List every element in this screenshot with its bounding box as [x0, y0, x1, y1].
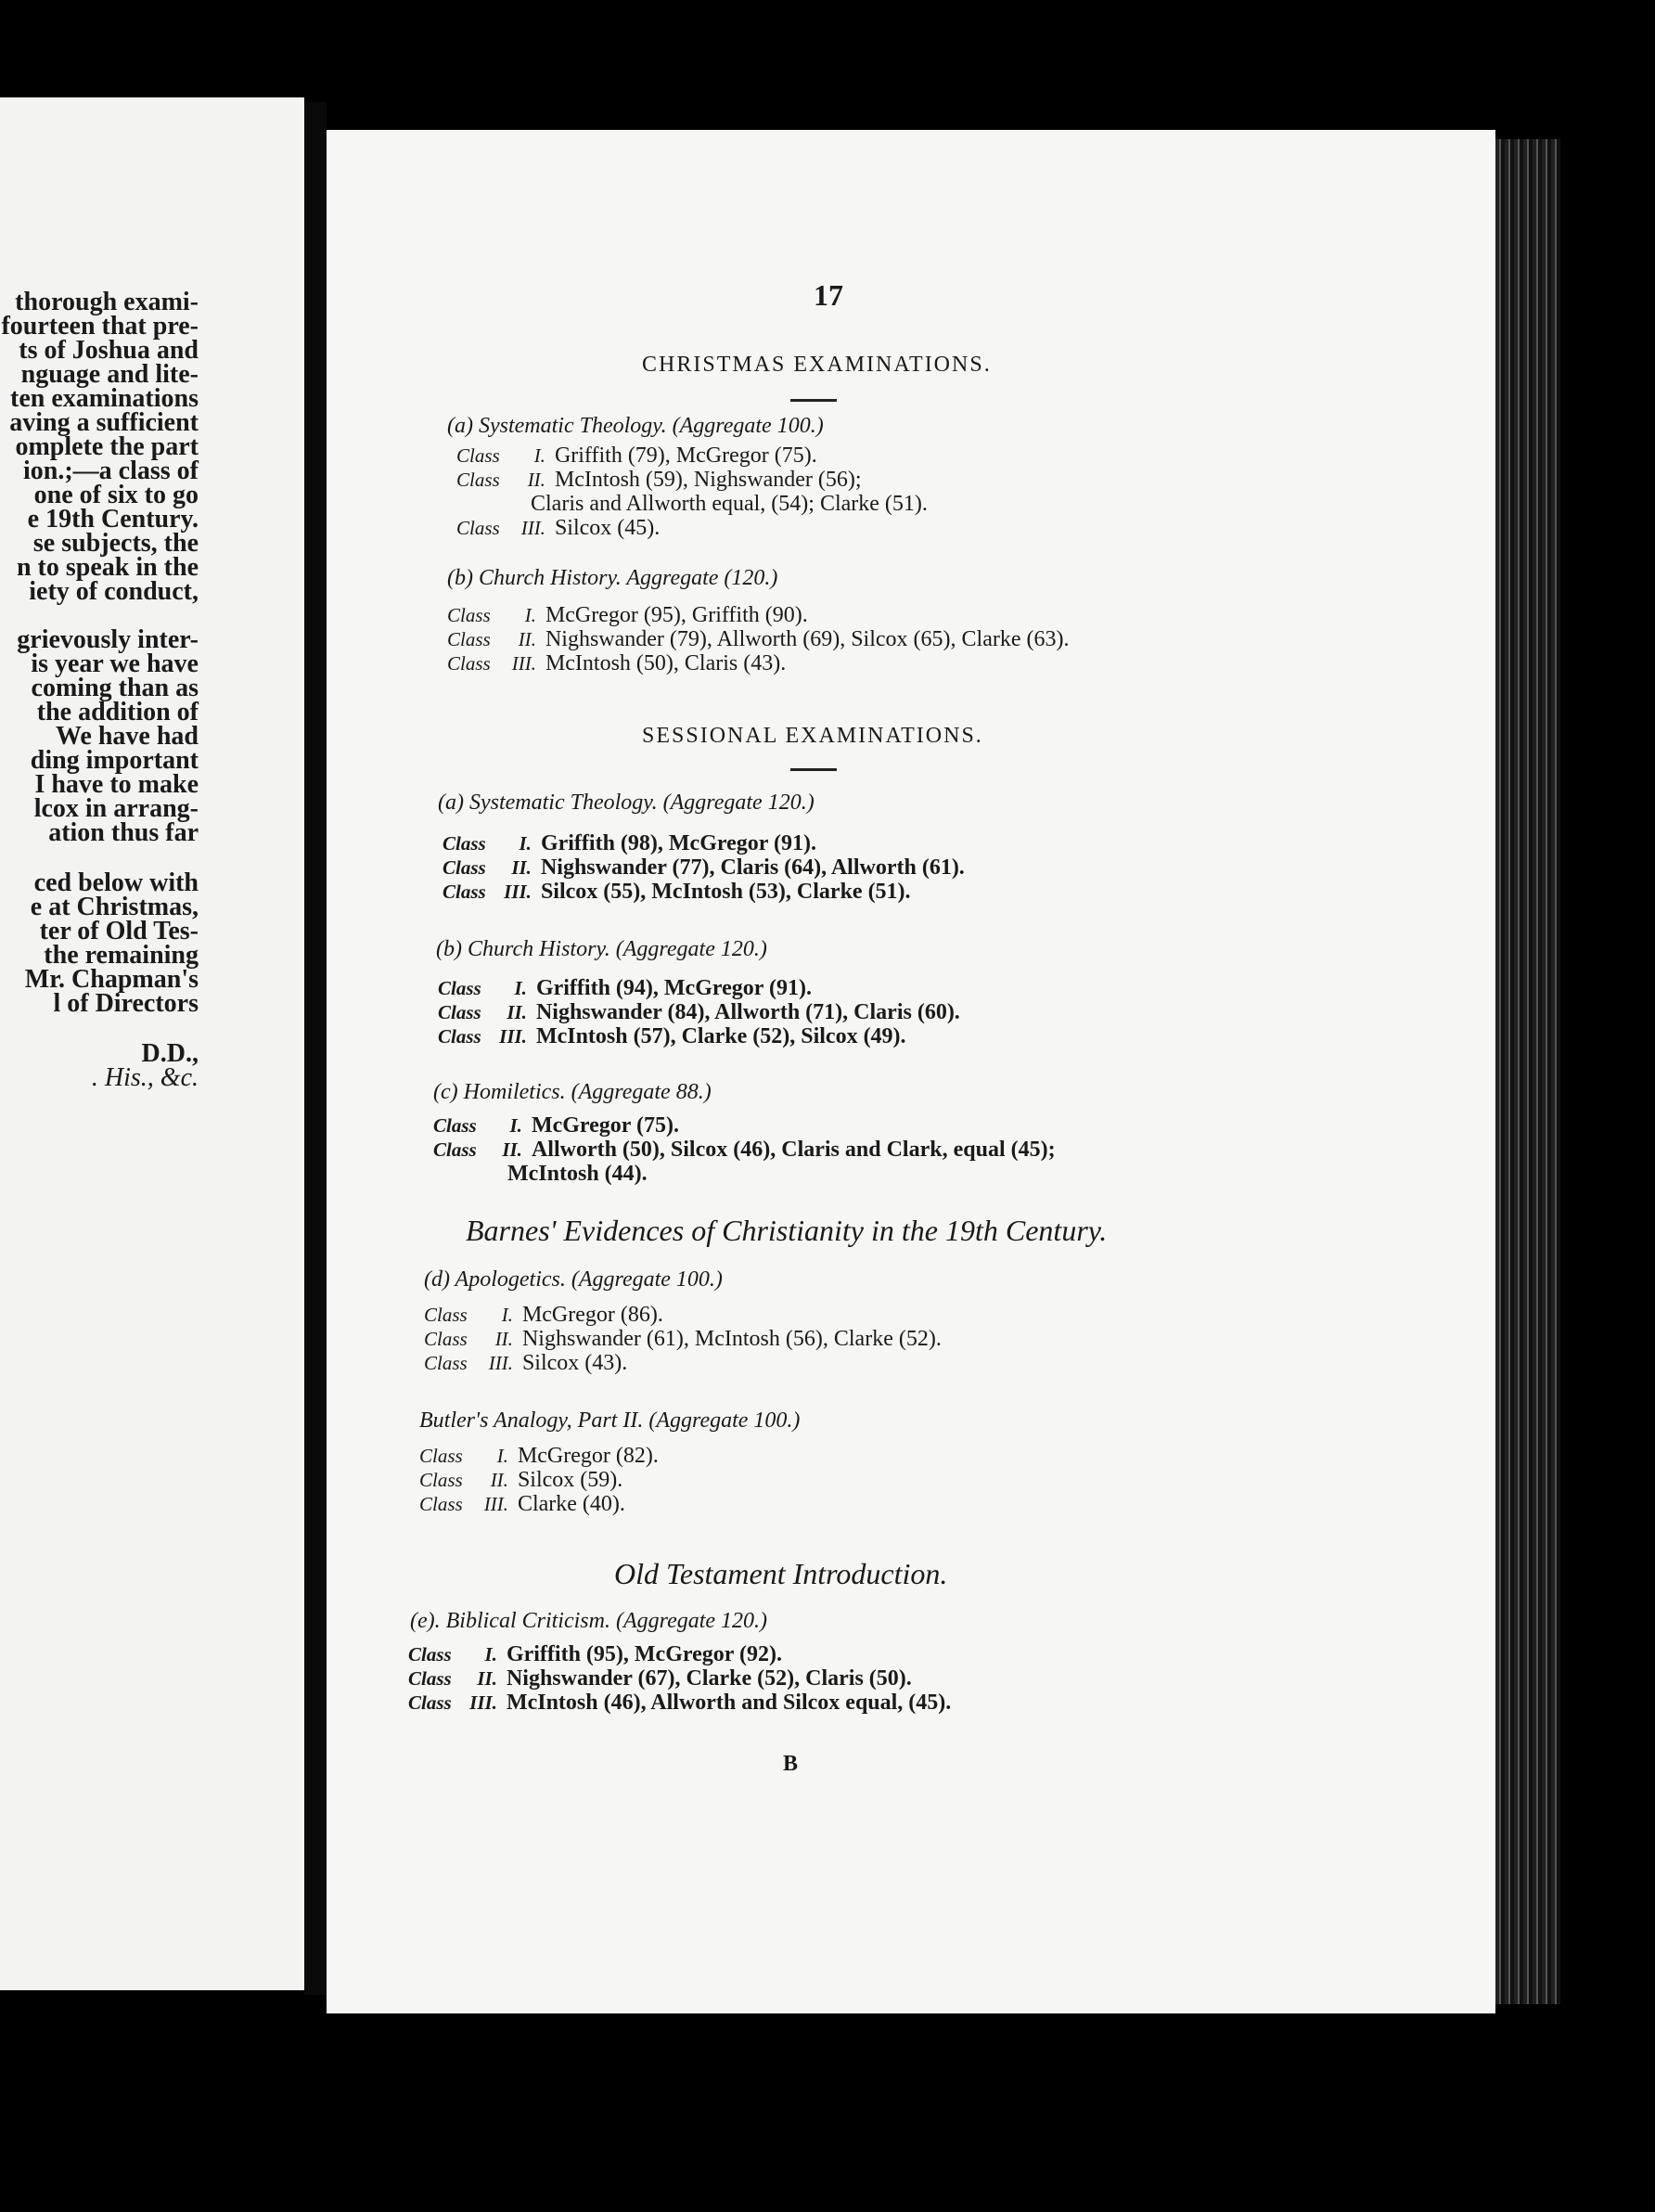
left-page-line: lcox in arrang-: [33, 794, 199, 823]
class-results: McIntosh (44).: [507, 1162, 648, 1186]
class-number: III.: [520, 517, 545, 539]
left-page-line: Mr. Chapman's: [24, 965, 199, 994]
left-page-line: ding important: [30, 746, 199, 775]
class-results: McGregor (82).: [517, 1444, 659, 1468]
old-testament-heading: Old Testament Introduction.: [614, 1557, 948, 1590]
class-number: II.: [507, 1001, 527, 1023]
left-page-line: se subjects, the: [32, 529, 199, 558]
class-label: Class: [419, 1445, 468, 1467]
class-results: Silcox (55), McIntosh (53), Clarke (51).: [540, 880, 911, 904]
left-page-line: I have to make: [34, 770, 199, 799]
class-row: [433, 1113, 679, 1138]
class-row: [424, 1327, 942, 1352]
left-page-line: ation thus far: [48, 818, 199, 847]
class-label: Class: [424, 1328, 472, 1350]
left-page-line: ten examinations: [10, 384, 199, 413]
class-label: Class: [456, 517, 505, 539]
class-label: Class: [419, 1493, 468, 1515]
class-label: Class: [424, 1304, 472, 1326]
left-page-line: ts of Joshua and: [19, 336, 199, 365]
class-number: III.: [499, 1025, 527, 1048]
class-number: II.: [494, 1328, 513, 1350]
sessional-a-title: (a) Systematic Theology. (Aggregate 120.): [438, 791, 815, 815]
class-label: Class: [424, 1352, 472, 1374]
class-row: [408, 1691, 951, 1716]
class-results: McIntosh (59), Nighswander (56);: [554, 468, 862, 492]
left-page: [0, 97, 304, 1990]
class-results: Nighswander (79), Allworth (69), Silcox (65), Clarke (63).: [545, 627, 1070, 651]
class-number: I.: [509, 1114, 522, 1137]
class-row: [447, 627, 1070, 652]
sessional-c-title: (c) Homiletics. (Aggregate 88.): [433, 1080, 712, 1104]
class-label: Class: [456, 469, 505, 491]
christmas-a-title: (a) Systematic Theology. (Aggregate 100.): [447, 414, 824, 438]
class-number: I.: [514, 977, 527, 999]
class-label: Class: [408, 1643, 456, 1665]
book-gutter: [304, 102, 327, 1995]
signature-mark: B: [783, 1752, 799, 1776]
class-row: [408, 1666, 912, 1691]
left-page-line: n to speak in the: [16, 553, 199, 582]
class-row: [531, 492, 928, 517]
class-results: Clarke (40).: [517, 1492, 625, 1516]
class-row: [438, 1024, 906, 1049]
left-page-line: is year we have: [31, 649, 199, 678]
class-label: Class: [433, 1114, 481, 1137]
class-row: [419, 1492, 625, 1517]
class-results: Griffith (94), McGregor (91).: [535, 976, 812, 1000]
class-results: McIntosh (50), Claris (43).: [545, 651, 787, 675]
class-label: Class: [447, 628, 495, 650]
class-number: III.: [504, 881, 532, 903]
left-page-line: coming than as: [31, 674, 199, 702]
class-number: II.: [518, 628, 536, 650]
barnes-heading: Barnes' Evidences of Christianity in the 19th Century.: [466, 1214, 1108, 1247]
left-page-line: fourteen that pre-: [1, 312, 199, 341]
class-row: [419, 1468, 622, 1493]
class-label: Class: [443, 856, 491, 879]
class-number: I.: [484, 1643, 497, 1665]
class-label: Class: [408, 1667, 456, 1690]
left-page-line: ion.;—a class of: [23, 457, 199, 485]
class-row: [443, 831, 816, 856]
class-row: [424, 1351, 627, 1376]
class-label: Class: [456, 444, 505, 467]
left-page-line: e at Christmas,: [30, 893, 199, 921]
class-number: I.: [533, 444, 545, 467]
class-number: I.: [519, 832, 532, 855]
biblical-criticism-title: (e). Biblical Criticism. (Aggregate 120.): [410, 1609, 768, 1633]
class-row: [456, 468, 862, 493]
left-page-line: l of Directors: [53, 989, 199, 1018]
class-row: [456, 444, 817, 469]
left-page-line: We have had: [55, 722, 199, 751]
class-row: [443, 855, 965, 881]
class-label: Class: [438, 977, 486, 999]
left-page-line: aving a sufficient: [9, 408, 199, 437]
class-results: Nighswander (77), Claris (64), Allworth (61).: [540, 855, 965, 880]
left-page-line: grievously inter-: [17, 625, 199, 654]
class-row: [507, 1162, 648, 1187]
class-results: Nighswander (61), McIntosh (56), Clarke (52).: [521, 1327, 942, 1351]
class-number: I.: [501, 1304, 513, 1326]
sessional-b-title: (b) Church History. (Aggregate 120.): [436, 937, 767, 961]
apologetics-title: (d) Apologetics. (Aggregate 100.): [424, 1267, 723, 1292]
class-row: [433, 1138, 1056, 1163]
class-number: III.: [469, 1691, 497, 1714]
class-results: Nighswander (67), Clarke (52), Claris (50).: [506, 1666, 912, 1691]
rule: [790, 768, 837, 771]
christmas-b-title: (b) Church History. Aggregate (120.): [447, 566, 778, 590]
left-page-line: the addition of: [36, 698, 199, 727]
left-page-line: nguage and lite-: [20, 360, 199, 389]
left-page-line: ced below with: [33, 868, 199, 897]
class-label: Class: [447, 604, 495, 626]
left-page-line: . His., &c.: [91, 1063, 199, 1092]
class-number: I.: [524, 604, 536, 626]
class-number: II.: [511, 856, 532, 879]
class-results: Nighswander (84), Allworth (71), Claris (60).: [535, 1000, 960, 1024]
class-number: III.: [483, 1493, 508, 1515]
page-edges: [1495, 139, 1560, 2004]
class-results: Griffith (79), McGregor (75).: [554, 444, 817, 468]
christmas-heading: CHRISTMAS EXAMINATIONS.: [642, 353, 992, 377]
class-results: McIntosh (46), Allworth and Silcox equal, (45).: [506, 1691, 952, 1715]
class-results: McIntosh (57), Clarke (52), Silcox (49).: [535, 1024, 906, 1048]
rule: [790, 399, 837, 402]
class-label: Class: [443, 881, 491, 903]
class-row: [408, 1642, 782, 1667]
class-results: Griffith (98), McGregor (91).: [540, 831, 816, 855]
left-page-line: D.D.,: [141, 1039, 199, 1068]
class-row: [447, 603, 808, 628]
page-number: 17: [814, 278, 843, 312]
class-number: I.: [496, 1445, 508, 1467]
class-label: Class: [447, 652, 495, 675]
class-number: II.: [477, 1667, 497, 1690]
class-label: Class: [433, 1138, 481, 1161]
class-number: III.: [488, 1352, 513, 1374]
class-row: [438, 976, 812, 1001]
class-label: Class: [419, 1469, 468, 1491]
class-row: [419, 1444, 659, 1469]
left-page-line: e 19th Century.: [27, 505, 199, 534]
class-number: II.: [502, 1138, 522, 1161]
class-results: Silcox (59).: [517, 1468, 623, 1492]
class-results: Silcox (45).: [554, 516, 661, 540]
class-number: II.: [490, 1469, 508, 1491]
class-results: Griffith (95), McGregor (92).: [506, 1642, 782, 1666]
class-label: Class: [408, 1691, 456, 1714]
class-label: Class: [438, 1025, 486, 1048]
class-row: [438, 1000, 960, 1025]
class-row: [424, 1303, 663, 1328]
left-page-line: omplete the part: [15, 432, 199, 461]
class-results: McGregor (95), Griffith (90).: [545, 603, 808, 627]
left-page-line: iety of conduct,: [29, 577, 199, 606]
class-results: McGregor (86).: [521, 1303, 663, 1327]
left-page-line: the remaining: [44, 941, 199, 970]
class-results: Claris and Allworth equal, (54); Clarke (51).: [531, 492, 928, 516]
sessional-heading: SESSIONAL EXAMINATIONS.: [642, 724, 983, 748]
class-number: III.: [511, 652, 536, 675]
class-row: [447, 651, 786, 676]
left-page-line: one of six to go: [33, 481, 199, 509]
class-results: McGregor (75).: [531, 1113, 679, 1138]
class-label: Class: [443, 832, 491, 855]
class-results: Allworth (50), Silcox (46), Claris and Clark, equal (45);: [531, 1138, 1056, 1162]
butler-title: Butler's Analogy, Part II. (Aggregate 100.): [419, 1408, 801, 1433]
class-results: Silcox (43).: [521, 1351, 628, 1375]
class-label: Class: [438, 1001, 486, 1023]
left-page-line: thorough exami-: [15, 288, 199, 316]
left-page-line: ter of Old Tes-: [39, 917, 199, 945]
class-row: [456, 516, 660, 541]
class-number: II.: [527, 469, 545, 491]
class-row: [443, 880, 911, 905]
right-page: [327, 130, 1495, 2013]
